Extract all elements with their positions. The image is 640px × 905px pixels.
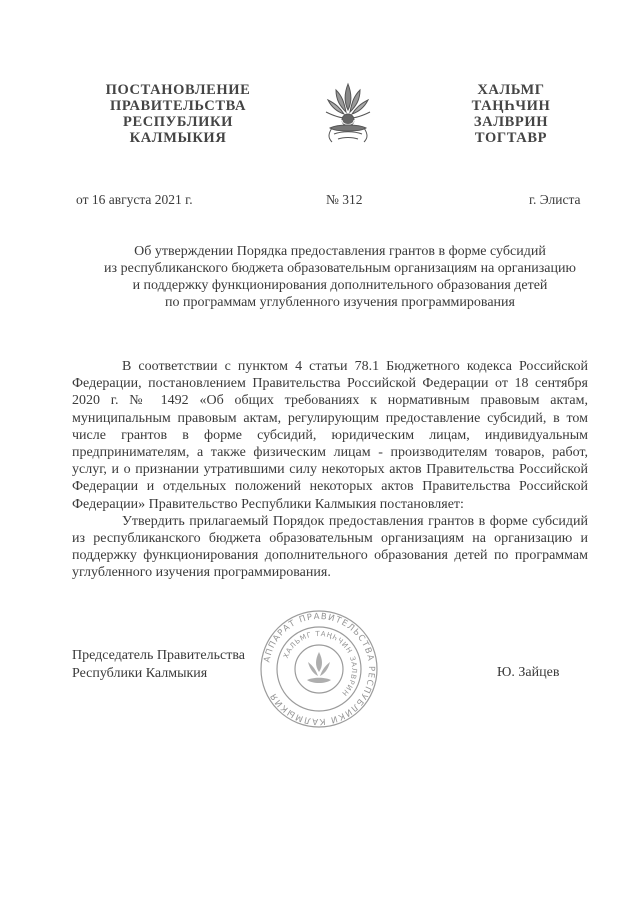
header-left-line: ПОСТАНОВЛЕНИЕ (105, 82, 251, 98)
body-paragraph: В соответствии с пунктом 4 статьи 78.1 Бюджетного кодекса Российской Федерации, постановлением Правительства Российской Федерации от 18 сентября 2020 г. № 1492 «Об общих требованиях к нормативным правовым актам, муниципальным правовым актам, регулирующим предоставление субсидий, в том числе грантов в форме субсидий, юридическим лицам, индивидуальным предпринимателям, а также физическим лицам - производителям товаров, работ, услуг, и о признании утратившими силу некоторых актов Правительства Российской Федерации и отдельных положений некоторых актов Правительства Российской Федерации» Правительство Республики Калмыкия постановляет: (72, 359, 588, 512)
header-right-line: ЗАЛВРИН (473, 114, 549, 130)
document-date: от 16 августа 2021 г. (76, 192, 193, 207)
header-right-line: ХАЛЬМГ (477, 82, 545, 98)
kalmykia-emblem-icon (322, 76, 374, 146)
signature-position (72, 647, 245, 683)
header-left-title (98, 82, 258, 146)
official-seal-stamp (258, 608, 380, 730)
document-number: № 312 (326, 192, 363, 207)
header-right-line: ТАҢҺЧИН (471, 98, 551, 114)
header-left-line: КАЛМЫКИЯ (129, 130, 227, 146)
signature-position-line: Республики Калмыкия (72, 666, 208, 681)
header-right-line: ТОГТАВР (474, 130, 548, 146)
document-title (60, 243, 620, 311)
header-left-line: РЕСПУБЛИКИ (122, 114, 234, 130)
document-body (72, 358, 588, 582)
svg-text:АППАРАТ ПРАВИТЕЛЬСТВА РЕСПУБЛИ: АППАРАТ ПРАВИТЕЛЬСТВА РЕСПУБЛИКИ КАЛМЫКИЯ (262, 611, 377, 727)
svg-text:ХАЛЬМГ ТАҢҺЧИН ЗАЛВРИН: ХАЛЬМГ ТАҢҺЧИН ЗАЛВРИН (281, 629, 359, 698)
header-right-title (456, 82, 566, 146)
signature-position-line: Председатель Правительства (72, 648, 245, 663)
title-line: Об утверждении Порядка предоставления грантов в форме субсидий (134, 244, 546, 259)
title-line: по программам углубленного изучения программирования (165, 295, 515, 310)
title-line: и поддержку функционирования дополнительного образования детей (132, 278, 548, 293)
body-paragraph: Утвердить прилагаемый Порядок предоставления грантов в форме субсидий из республиканского бюджета образовательным организациям на организацию и поддержку функционирования дополнительного образования детей по программам углубленного изучения программирования. (72, 513, 588, 581)
header-left-line: ПРАВИТЕЛЬСТВА (109, 98, 247, 114)
title-line: из республиканского бюджета образовательным организациям на организацию (104, 261, 576, 276)
signer-name: Ю. Зайцев (497, 665, 560, 680)
document-city: г. Элиста (529, 192, 581, 207)
